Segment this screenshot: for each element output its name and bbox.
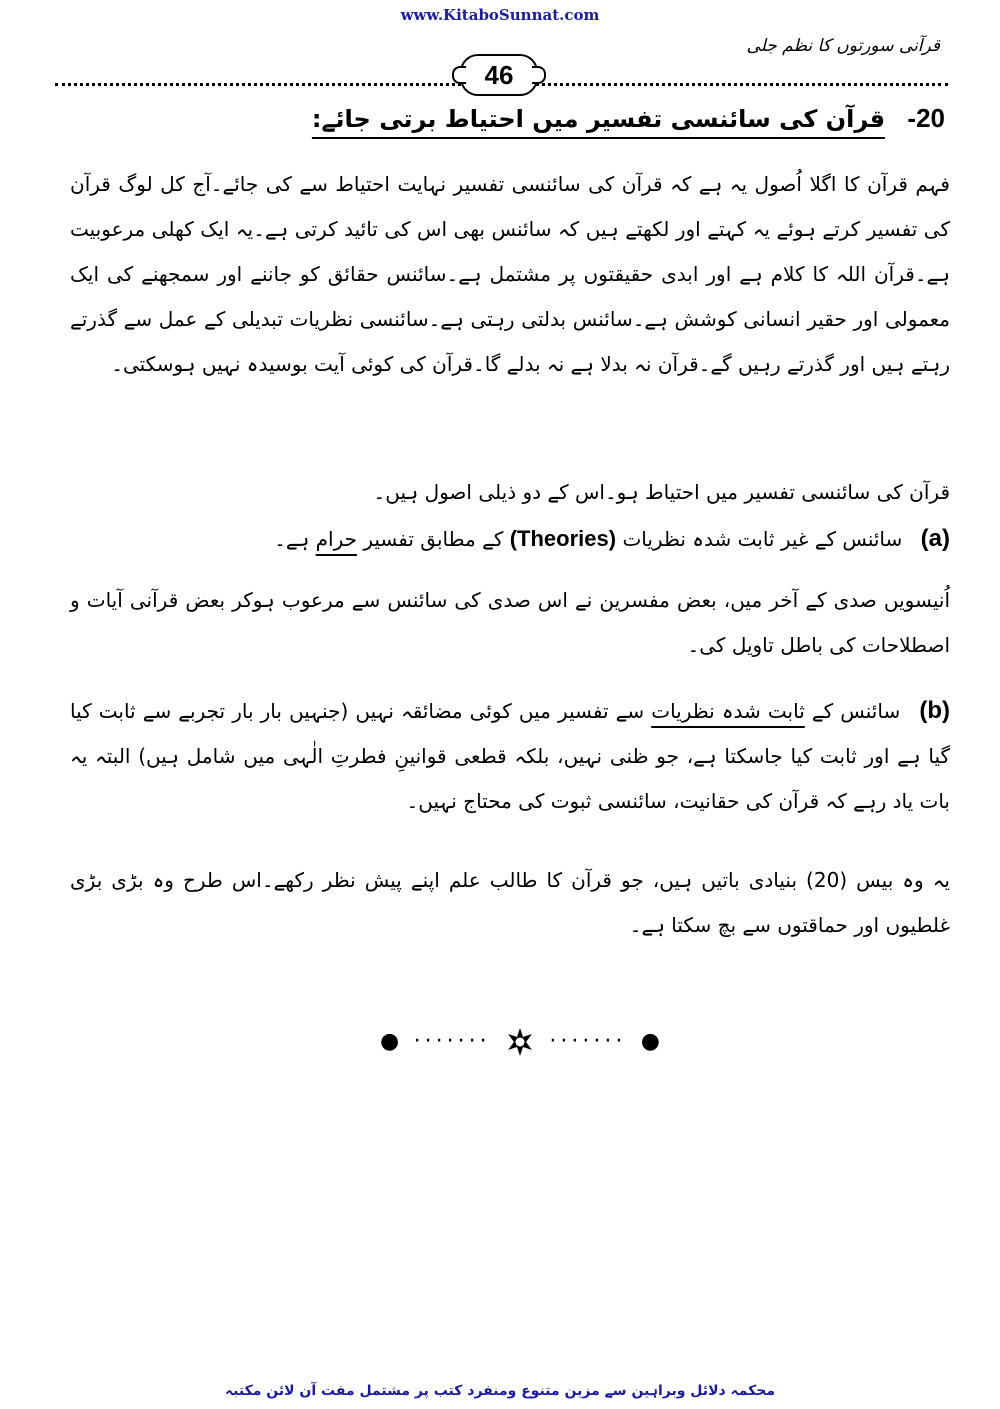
conclusion-text: یہ وہ بیس (20) بنیادی باتیں ہیں، جو قرآن کا طالب علم اپنے پیش نظر رکھے۔اس طرح وہ بڑی بڑی غلطیوں اور حماقتوں سے بچ سکتا ہے۔: [70, 868, 950, 937]
section-end-ornament: [380, 1027, 660, 1057]
item-b-label: (b): [919, 697, 950, 724]
section-title: قرآن کی سائنسی تفسیر میں احتیاط برتی جائے:: [311, 105, 886, 133]
item-a-text-middle: کے مطابق تفسیر: [363, 527, 504, 551]
item-a-note: اُنیسویں صدی کے آخر میں، بعض مفسرین نے اس صدی کی سائنس سے مرعوب ہوکر بعض قرآنی آیات و اصطلاحات کی باطل تاویل کی۔: [70, 588, 950, 657]
paragraph-1: فہم قرآن کا اگلا اُصول یہ ہے کہ قرآن کی سائنسی تفسیر نہایت احتیاط سے کی جائے۔آج کل لوگ قرآن کی تفسیر کرتے ہوئے یہ کہتے اور لکھتے ہیں کہ سائنس بھی اس کی تائید کرتی ہے۔یہ ایک کھلی مرعوبیت ہے۔قرآن اللہ کا کلام ہے اور ابدی حقیقتوں پر مشتمل ہے۔سائنس حقائق کو جاننے اور سمجھنے کی ایک معمولی اور حقیر انسانی کوشش ہے۔سائنس بدلتی رہتی ہے۔سائنسی نظریات تبدیلی کے عمل سے گذرتے رہتے ہیں اور گذرتے رہیں گے۔قرآن نہ بدلا ہے نہ بدلے گا۔قرآن کی کوئی آیت بوسیدہ نہیں ہوسکتی۔: [70, 172, 950, 376]
list-item-b: [70, 688, 950, 824]
item-b-text-after: سے تفسیر میں کوئی مضائقہ نہیں (جنہیں بار بار تجربے سے ثابت کیا گیا ہے اور ثابت کیا جاسکتا ہے، جو ظنی نہیں، بلکہ قطعی قوانینِ فطرتِ الٰہی میں شامل ہیں) البتہ یہ بات یاد رہے کہ قرآن کی حقانیت، سائنسی ثبوت کی محتاج نہیں۔: [70, 699, 950, 813]
ornament-bullet-right: ●: [640, 1029, 660, 1054]
ornament-dots-left: ·······: [413, 1029, 491, 1054]
site-url-link[interactable]: www.KitaboSunnat.com: [400, 6, 600, 24]
star-ornament-icon: [505, 1027, 535, 1057]
item-a-label: (a): [920, 525, 950, 552]
running-title: قرآنی سورتوں کا نظم جلی: [746, 36, 940, 56]
list-item-a: [70, 516, 950, 562]
section-heading: [312, 103, 945, 134]
item-b-underlined: ثابت شدہ نظریات: [651, 699, 805, 723]
conclusion-paragraph: [70, 858, 950, 948]
page-number-badge: [460, 54, 538, 96]
paragraph-2: قرآن کی سائنسی تفسیر میں احتیاط ہو۔اس کے دو ذیلی اصول ہیں۔: [373, 480, 950, 504]
paragraph-main: [70, 162, 950, 387]
section-number: 20-: [907, 103, 945, 133]
page-number: 46: [484, 59, 514, 90]
item-a-latin-term: (Theories): [509, 526, 617, 551]
ornament-dots-right: ·······: [549, 1029, 627, 1054]
ornament-bullet-left: ●: [380, 1029, 400, 1054]
paragraph-intro-rules: [70, 470, 950, 515]
item-a-text-after: ہے۔: [274, 527, 310, 551]
footer-tagline: محکمہ دلائل وبراہین سے مزین متنوع ومنفرد کتب پر مشتمل مفت آن لائن مکتبہ: [224, 1383, 776, 1399]
item-a-note-block: [70, 578, 950, 668]
item-a-underlined: حرام: [315, 527, 357, 551]
item-b-text-before: سائنس کے: [811, 699, 901, 723]
item-a-text-before: سائنس کے غیر ثابت شدہ نظریات: [622, 527, 903, 551]
